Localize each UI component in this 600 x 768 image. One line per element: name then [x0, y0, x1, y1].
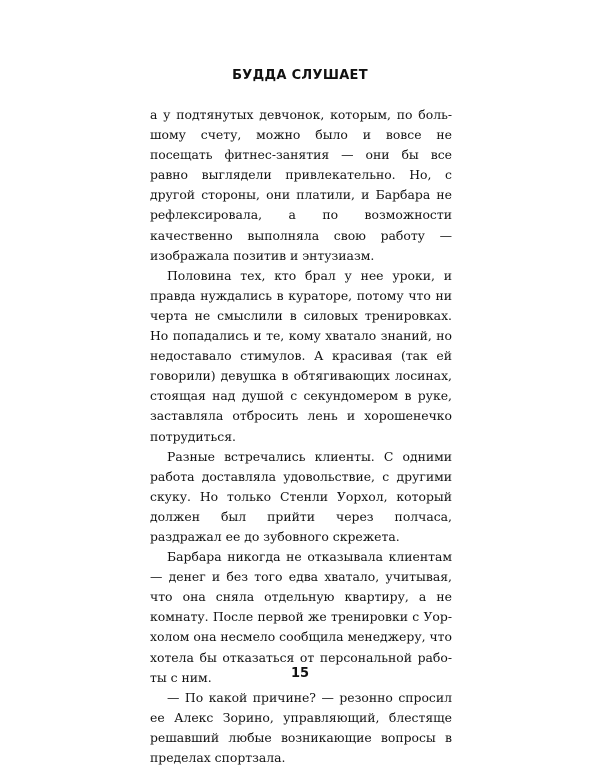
- page-number: 15: [290, 666, 310, 681]
- paragraph: Барбара никогда не отказывала клиентам — денег и без того едва хватало, учитывая, что она сняла отдельную квартиру, а не комнату. После первой же тренировки с Уорхолом она несмело сообщила менеджеру, что хотела бы отказаться от персональной работы с ним.: [150, 549, 452, 685]
- paragraph: Половина тех, кто брал у нее уроки, и правда нуждались в кураторе, потому что ни черта не смыслили в силовых тренировках. Но попадались и те, кому хватало знаний, но недоставало стимулов. А красивая (так ей говорили) девушка в обтягивающих лосинах, стоящая над душой с секундомером в руке, заставляла отбросить лень и хорошенечко потрудиться.: [150, 267, 452, 444]
- paragraph: Разные встречались клиенты. С одними работа доставляла удовольствие, с другими скуку. Но только Стенли Уорхол, который должен был прийти через полчаса, раздражал ее до зубовного скрежета.: [150, 448, 452, 544]
- running-head-title: БУДДА СЛУШАЕТ: [232, 68, 368, 83]
- paragraph-continuation: а у подтянутых девчонок, которым, по большому счету, можно было и вовсе не посещать фитнес-занятия — они бы все равно выглядели привлекательно. Но, с другой стороны, они платили, и Барбара не рефлексировала, а по возможности качественно выполняла свою работу — изображала позитив и энтузиазм.: [150, 107, 452, 263]
- paragraph-dialogue: — По какой причине? — резонно спросил ее Алекс Зорино, управляющий, блестяще решавший любые возникающие вопросы в пределах спортзала.: [150, 689, 452, 765]
